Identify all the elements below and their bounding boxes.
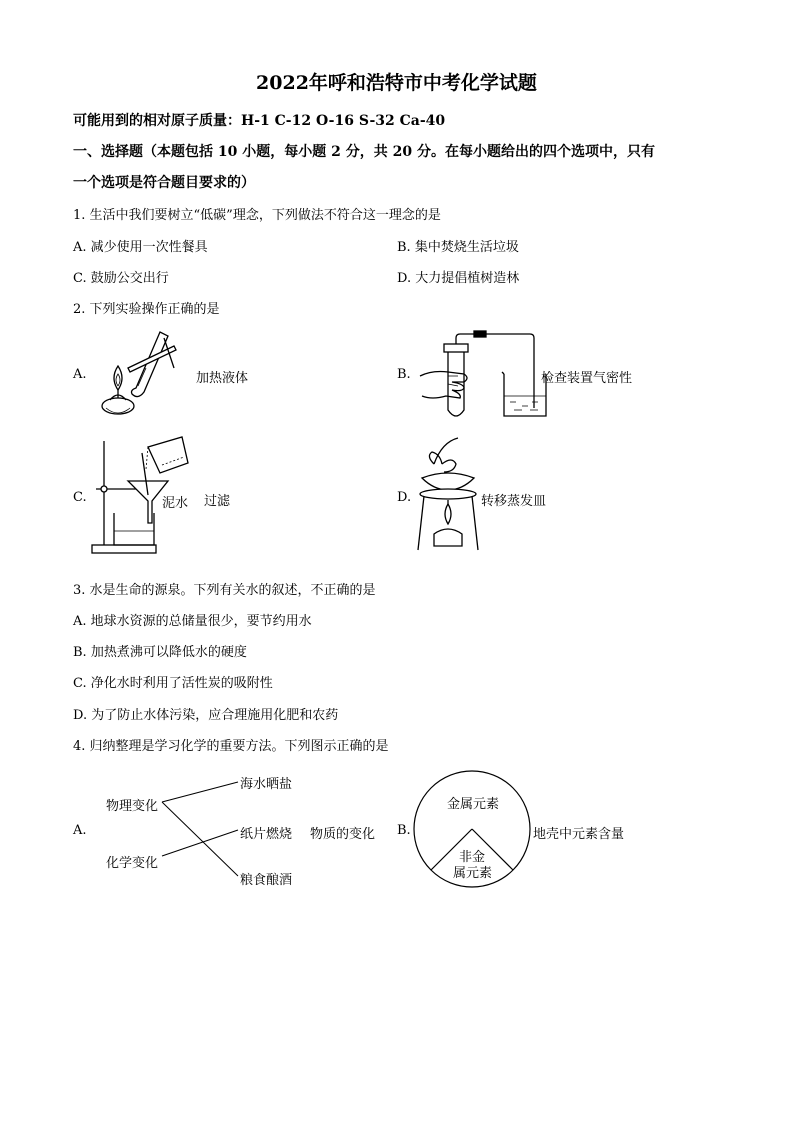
q4-a-letter: A. [73,823,87,838]
q1-option-c: C. 鼓励公交出行 [73,271,169,286]
q3-stem: 3. 水是生命的源泉。下列有关水的叙述，不正确的是 [73,583,376,598]
mud-water-label: 泥水 [162,496,189,511]
q4-stem: 4. 归纳整理是学习化学的重要方法。下列图示正确的是 [73,739,389,754]
page-title: 2022年呼和浩特市中考化学试题 [256,72,537,94]
section-heading-line2: 一个选项是符合题目要求的） [73,175,255,191]
q2-c-letter: C. [73,490,87,505]
q1-option-d: D. 大力提倡植树造林 [397,271,520,286]
nonmetal-label-line1: 非金 [459,850,486,865]
q1-option-a: A. 减少使用一次性餐具 [73,240,208,255]
q2-b-letter: B. [397,367,411,382]
grain-brewing-node: 粮食酿酒 [240,873,293,888]
metal-elements-label: 金属元素 [447,797,500,812]
q2-d-letter: D. [397,490,412,505]
section-heading-line1: 一、选择题（本题包括 10 小题，每小题 2 分，共 20 分。在每小题给出的四个选项中，只有 [73,144,655,160]
q4-a-caption: 物质的变化 [310,827,376,842]
q3-option-d: D. 为了防止水体污染，应合理施用化肥和农药 [73,708,339,723]
q2-b-caption: 检查装置气密性 [541,371,633,386]
q3-option-a: A. 地球水资源的总储量很少，要节约用水 [73,614,312,629]
q4-b-letter: B. [397,823,411,838]
q4-b-caption: 地壳中元素含量 [533,827,625,842]
nonmetal-label-line2: 属元素 [453,866,493,881]
q2-a-letter: A. [73,367,87,382]
airtightness-figure [418,330,548,422]
chemical-change-node: 化学变化 [106,856,159,871]
heating-liquid-figure [88,328,198,420]
q2-c-caption: 过滤 [204,494,231,509]
evaporating-dish-figure [412,434,484,554]
q1-stem: 1. 生活中我们要树立“低碳”理念，下列做法不符合这一理念的是 [73,208,441,223]
q4-a-connector-lines [160,780,250,880]
q2-stem: 2. 下列实验操作正确的是 [73,302,220,317]
seawater-salt-node: 海水晒盐 [240,777,293,792]
q2-a-caption: 加热液体 [196,371,249,386]
physical-change-node: 物理变化 [106,799,159,814]
q2-d-caption: 转移蒸发皿 [481,494,547,509]
q3-option-b: B. 加热煮沸可以降低水的硬度 [73,645,247,660]
atomic-masses-note: 可能用到的相对原子质量：H-1 C-12 O-16 S-32 Ca-40 [73,113,446,129]
q3-option-c: C. 净化水时利用了活性炭的吸附性 [73,676,273,691]
paper-burning-node: 纸片燃烧 [240,827,293,842]
q1-option-b: B. 集中焚烧生活垃圾 [397,240,519,255]
